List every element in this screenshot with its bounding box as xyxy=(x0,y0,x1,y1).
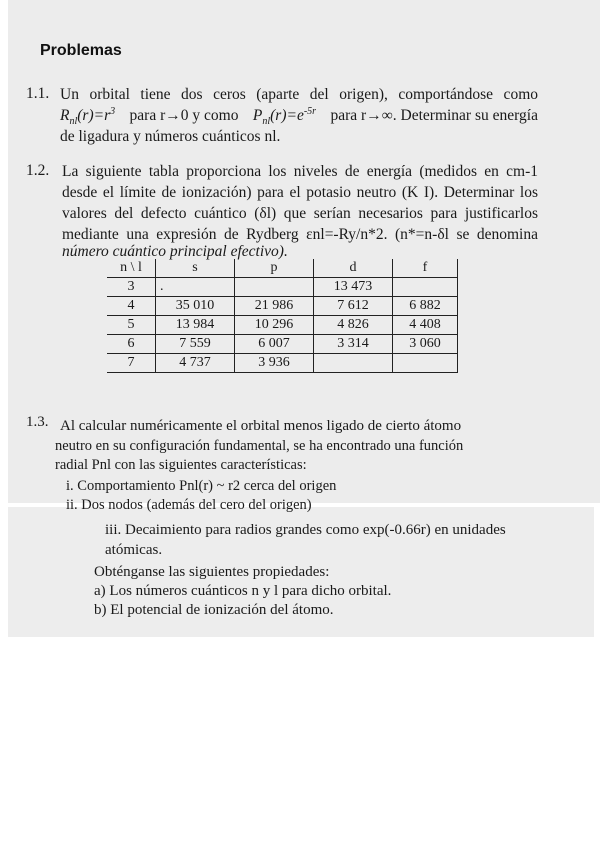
table-cell: 7 559 xyxy=(156,335,235,354)
table-cell: . xyxy=(156,278,235,297)
problem-number-1-1: 1.1. xyxy=(26,85,50,102)
table-header: s xyxy=(156,259,235,278)
table-cell: 6 007 xyxy=(235,335,314,354)
table-cell: 4 826 xyxy=(314,316,393,335)
table-cell: 7 612 xyxy=(314,297,393,316)
table-cell xyxy=(235,278,314,297)
table-cell: 3 060 xyxy=(393,335,458,354)
p2-line3: valores del defecto cuántico (δl) que serían necesarios para justificarlos xyxy=(62,205,538,222)
table-row xyxy=(107,278,458,297)
table-cell xyxy=(314,354,393,373)
table-cell: 3 936 xyxy=(235,354,314,373)
p2-line4: mediante una expresión de Rydberg εnl=-Ry/n*2. (n*=n-δl se denomina xyxy=(62,226,538,243)
table-header: n \ l xyxy=(107,259,156,278)
p3-line3: radial Pnl con las siguientes características: xyxy=(55,457,307,473)
p2-line5: número cuántico principal efectivo). xyxy=(62,243,288,260)
p2-line2: desde el límite de ionización) para el potasio neutro (K I). Determinar los xyxy=(62,184,538,201)
p1-formula-r: $R_{nl}(r)=r^3$ xyxy=(60,105,116,128)
p1-line2-text: para r→0 y como xyxy=(129,107,239,124)
p3-item1: i. Comportamiento Pnl(r) ~ r2 cerca del origen xyxy=(66,478,337,494)
table-cell: 6 882 xyxy=(393,297,458,316)
p1-line2 xyxy=(60,106,538,126)
problem-number-1-3: 1.3. xyxy=(26,414,49,430)
table-cell: 4 408 xyxy=(393,316,458,335)
p3-obtain: Obténganse las siguientes propiedades: xyxy=(94,564,330,580)
table-cell xyxy=(393,354,458,373)
table-row xyxy=(107,335,458,354)
table-cell: 13 473 xyxy=(314,278,393,297)
p1-formula-p: $P_{nl}(r)=e^{-5r}$ xyxy=(252,105,317,128)
table-cell: 3 xyxy=(107,278,156,297)
table-row xyxy=(107,316,458,335)
p1-line3: de ligadura y números cuánticos nl. xyxy=(60,128,281,145)
table-row xyxy=(107,354,458,373)
energy-levels-table xyxy=(107,259,458,373)
table-header: d xyxy=(314,259,393,278)
table-cell: 3 314 xyxy=(314,335,393,354)
p2-line1: La siguiente tabla proporciona los niveles de energía (medidos en cm-1 xyxy=(62,163,538,180)
table-cell xyxy=(393,278,458,297)
table-row xyxy=(107,297,458,316)
table-cell: 21 986 xyxy=(235,297,314,316)
table-cell: 4 737 xyxy=(156,354,235,373)
table-cell: 4 xyxy=(107,297,156,316)
p3-item3a: iii. Decaimiento para radios grandes como exp(-0.66r) en unidades xyxy=(105,522,506,538)
p3-line2: neutro en su configuración fundamental, se ha encontrado una función xyxy=(55,438,464,454)
p3-question-b: b) El potencial de ionización del átomo. xyxy=(94,602,334,618)
table-cell: 6 xyxy=(107,335,156,354)
p3-line1: Al calcular numéricamente el orbital menos ligado de cierto átomo xyxy=(60,418,462,434)
problem-number-1-2: 1.2. xyxy=(26,162,50,179)
p1-line2b-text: para r→∞. Determinar su energía xyxy=(330,107,538,124)
section-heading: Problemas xyxy=(40,42,122,59)
table-cell: 13 984 xyxy=(156,316,235,335)
p3-item3b: atómicas. xyxy=(105,542,163,558)
table-cell: 5 xyxy=(107,316,156,335)
p3-question-a: a) Los números cuánticos n y l para dicho orbital. xyxy=(94,583,392,599)
table-cell: 7 xyxy=(107,354,156,373)
table-header-row xyxy=(107,259,458,278)
p3-item2: ii. Dos nodos (además del cero del origen) xyxy=(66,497,312,513)
table-cell: 10 296 xyxy=(235,316,314,335)
table-header: f xyxy=(393,259,458,278)
table-header: p xyxy=(235,259,314,278)
table-cell: 35 010 xyxy=(156,297,235,316)
p1-line1: Un orbital tiene dos ceros (aparte del origen), comportándose como xyxy=(60,86,538,103)
